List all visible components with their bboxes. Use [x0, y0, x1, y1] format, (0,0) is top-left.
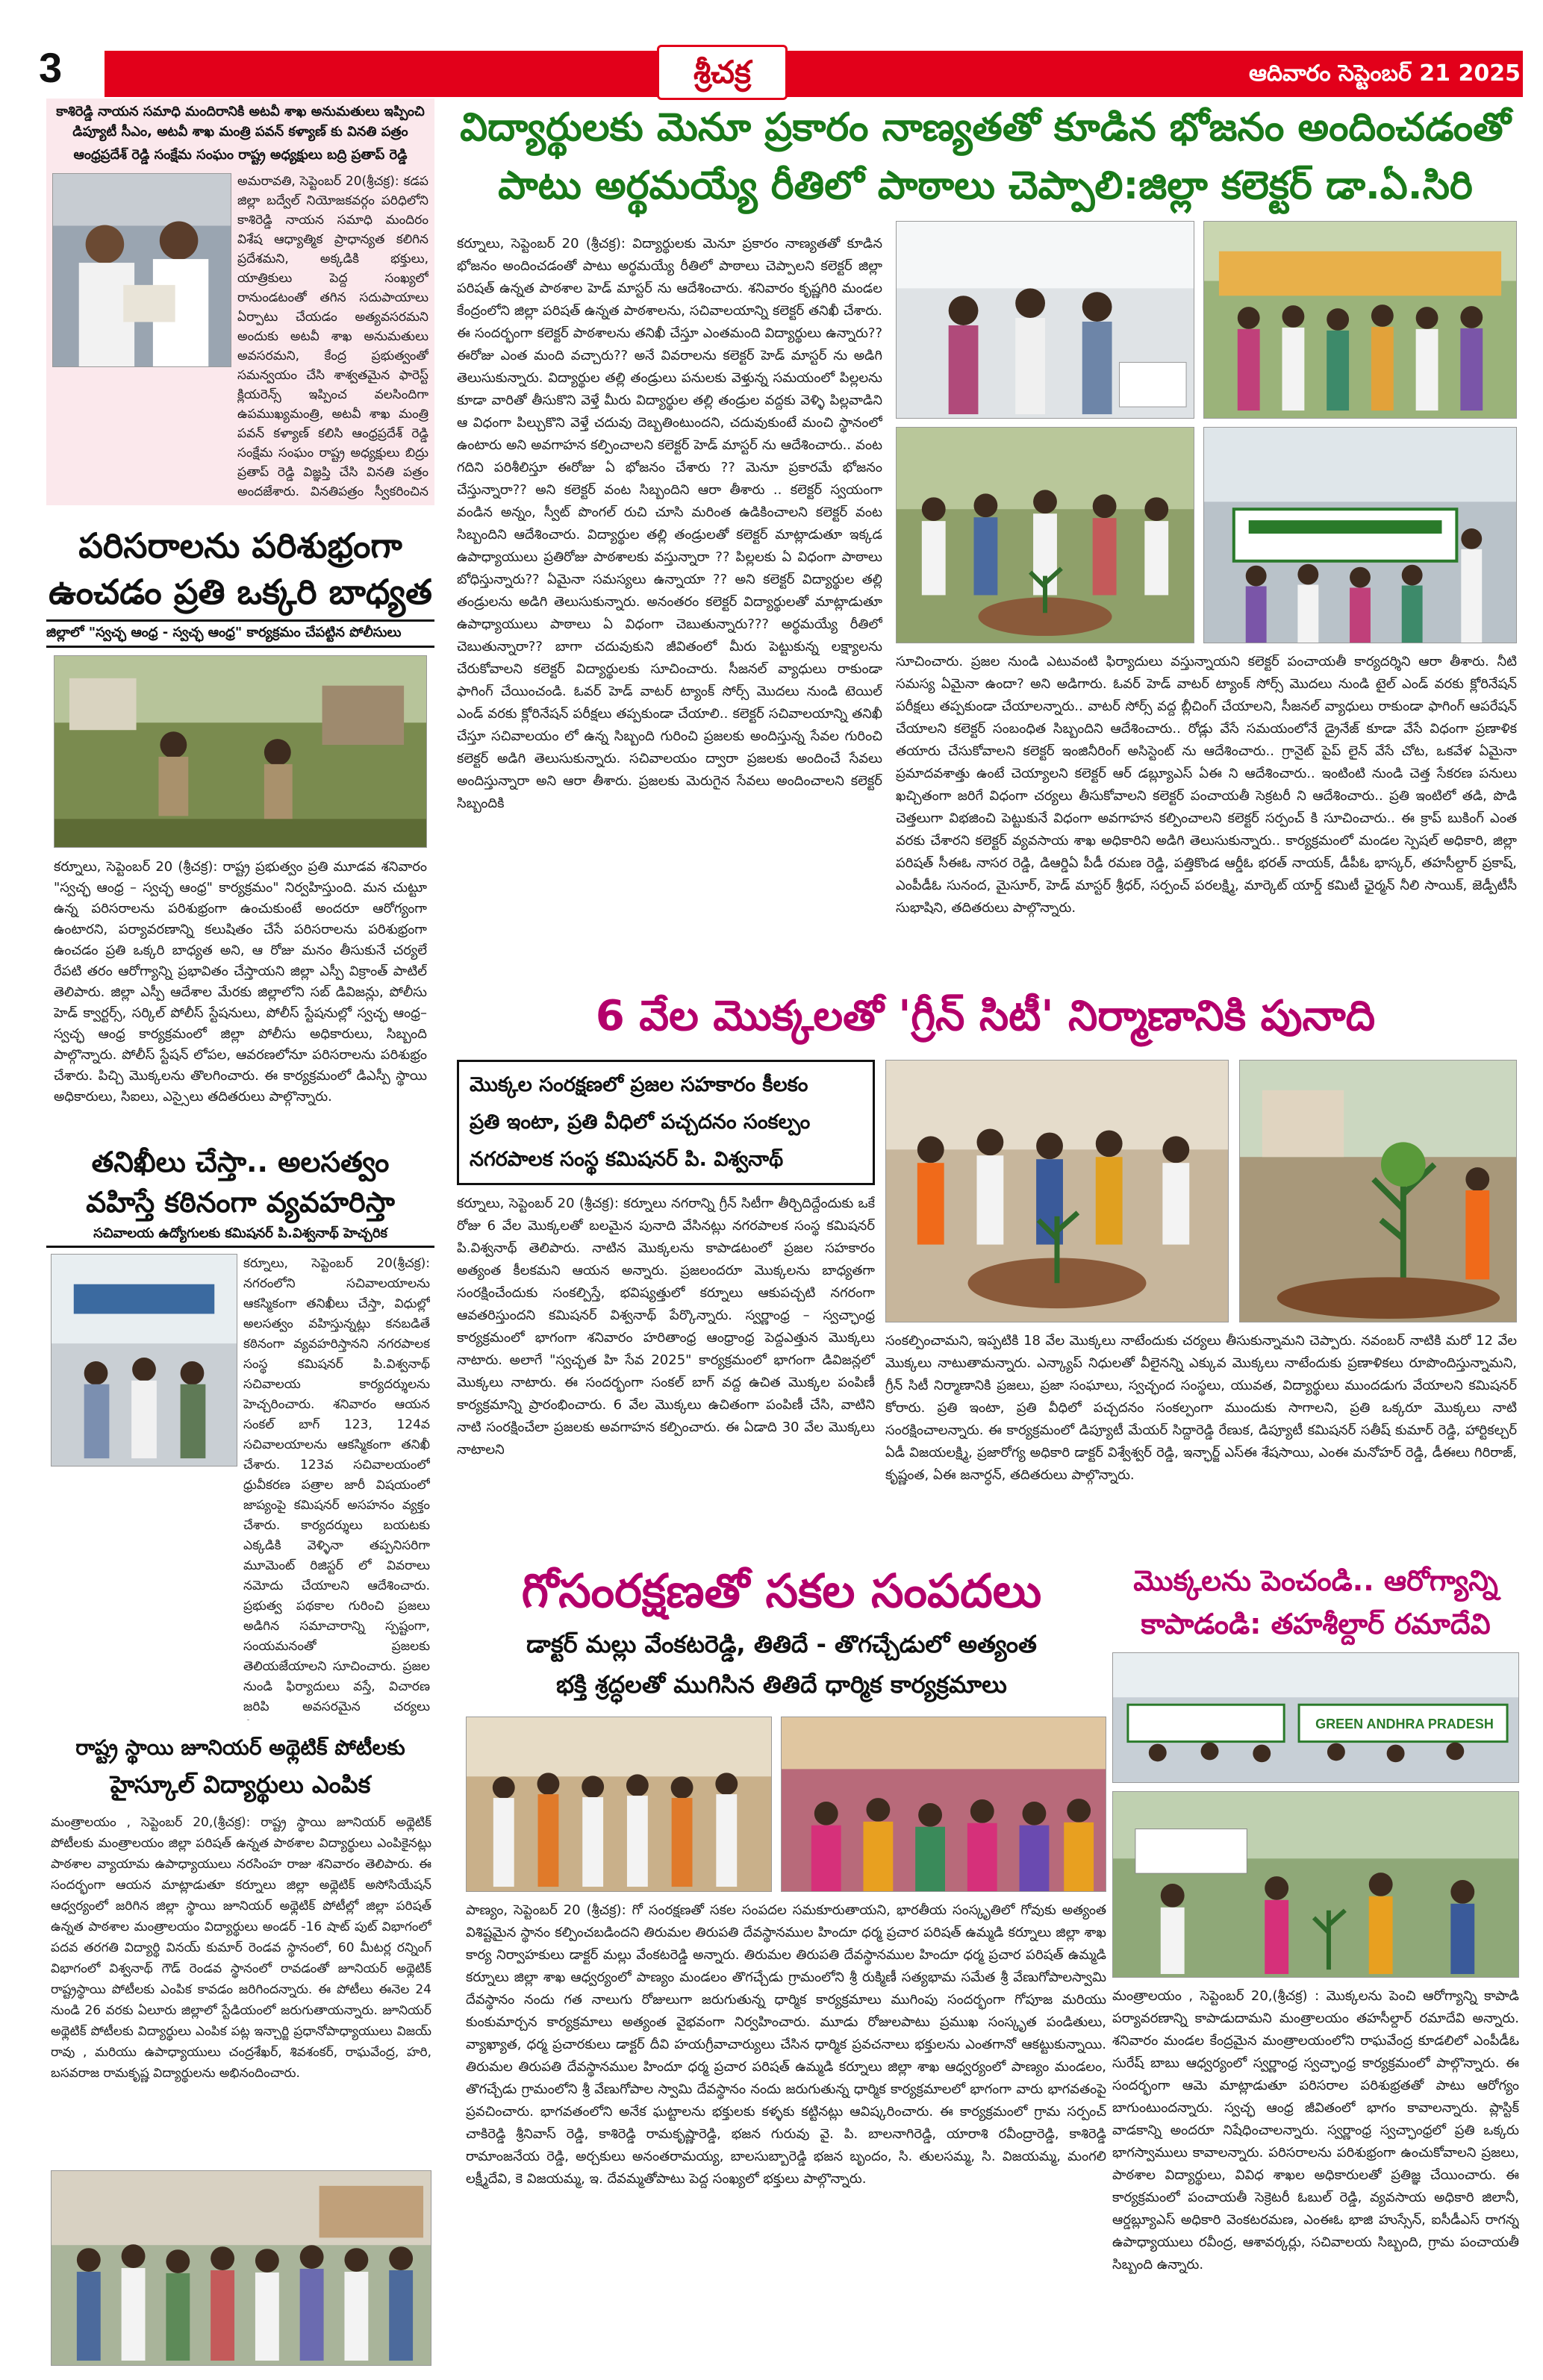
story-green-box-line-3: నగరపాలక సంస్థ కమిషనర్ పి. విశ్వనాథ్	[470, 1148, 784, 1171]
story-cow-headline: గోసంరక్షణతో సకల సంపదలు	[521, 1564, 1042, 1618]
story-cow-subhead-2: భక్తి శ్రద్ధలతో ముగిసిన తితిదే ధార్మిక కార్యక్రమాలు	[556, 1670, 1007, 1699]
story-green-box-line-1: మొక్కల సంరక్షణలో ప్రజల సహకారం కీలకం	[470, 1073, 808, 1096]
story-left-clean-body: కర్నూలు, సెప్టెంబర్ 20 (శ్రీచక్ర): రాష్ట్ర ప్రభుత్వం ప్రతి మూడవ శనివారం "స్వచ్ఛ ఆంధ్ర – స్వచ్ఛ ఆంధ్ర" కార్యక్రమం" నిర్వహిస్తుంది. మన చుట్టూ ఉన్న పరిసరాలను పరిశుభ్రంగా ఉంచుకుంటే అందరూ ఆరోగ్యంగా ఉంటారని, పర్యావరణాన్ని కలుషితం చేసే పరిసరాలను పరిశుభ్రంగా ఉంచడం ప్రతి ఒక్కరి బాధ్యత అని, ఆ రోజు మనం తీసుకునే చర్యలే రేపటి తరం ఆరోగ్యాన్ని ప్రభావితం చేస్తాయని జిల్లా ఎస్పీ విక్రాంత్ పాటిల్ తెలిపారు. జిల్లా ఎస్పీ ఆదేశాల మేరకు జిల్లాలోని సబ్ డివిజన్లు, పోలీసు హెడ్ క్వార్టర్స్, సర్కిల్ పోలీస్ స్టేషనులు, పోలీస్ స్టేషనుల్లో స్వచ్ఛ ఆంధ్ర– స్వచ్ఛ ఆంధ్ర కార్యక్రమంలో జిల్లా పోలీసు అధికారులు, సిబ్బంది పాల్గొన్నారు. పోలీస్ స్టేషన్ లోపల, ఆవరణలోనూ పరిసరాలను పరిశుభ్రం చేశారు. పిచ్చి మొక్కలను తొలగించారు. ఈ కార్యక్రమంలో డిఎస్పీ స్థాయి అధికారులు, సిఐలు, ఎస్సైలు తదితరులు పాల్గొన్నారు.	[54, 859, 427, 1105]
issue-date: ఆదివారం సెప్టెంబర్ 21 2025	[1248, 60, 1521, 87]
story-green-subhead-box	[457, 1060, 875, 1185]
story-plants-banner-text: GREEN ANDHRA PRADESH	[1315, 1717, 1494, 1731]
story-main-body-1: కర్నూలు, సెప్టెంబర్ 20 (శ్రీచక్ర): విద్యార్థులకు మెనూ ప్రకారం నాణ్యతతో కూడిన భోజనం అందించడంతో పాటు అర్థమయ్యే రీతిలో పాఠాలు చెప్పాలని కలెక్టర్ జిల్లా పరిషత్ ఉన్నత పాఠశాల హెడ్ మాస్టర్ ను ఆదేశించారు. శనివారం కృష్ణగిరి మండల కేంద్రంలోని జిల్లా పరిషత్ ఉన్నత పాఠశాలను, సచివాలయాన్ని కలెక్టర్ తనిఖీ చేశారు. ఈ సందర్భంగా కలెక్టర్ పాఠశాలను తనిఖీ చేస్తూ ఎంతమంది విద్యార్థులు ఉన్నారు?? ఈరోజు ఎంత మంది వచ్చారు?? అనే వివరాలను కలెక్టర్ హెడ్ మాస్టర్ ను అడిగి తెలుసుకున్నారు. విద్యార్థుల తల్లి తండ్రులు పనులకు వెళ్తున్న సమయంలో పిల్లలను కూడా వారితో తీసుకొని వెళ్తే మీరు విద్యార్థుల తల్లి తండ్రుల వద్దకు వెళ్ళి పిల్లవాడిని ఆ విధంగా పిల్చుకొని వెళ్తే చదువు దెబ్బతింటుందని, చదువుకుంటే మంచి స్థానంలో ఉంటారు అని అవగాహన కల్పించాలని కలెక్టర్ హెడ్ మాస్టర్ ను ఆదేశించారు.. వంట గదిని పరిశీలిస్తూ ఈరోజు ఏ భోజనం చేశారు ?? మెనూ ప్రకారమే భోజనం చేస్తున్నారా?? అని కలెక్టర్ వంట సిబ్బందిని ఆరా తీశారు .. కలెక్టర్ స్వయంగా వండిన అన్నం, స్వీట్ పొంగల్ రుచి చూసి మరింత ఉడికించాలని కలెక్టర్ వంట సిబ్బందిని ఆదేశించారు. విద్యార్థుల తల్లి తండ్రులతో కలెక్టర్ మాట్లాడుతూ ఇక్కడ ఉపాధ్యాయులు ప్రతిరోజు పాఠశాలకు వస్తున్నారా ?? పిల్లలకు ఏ విధంగా పాఠాలు బోధిస్తున్నారు?? ఏమైనా సమస్యలు ఉన్నాయా ?? అని కలెక్టర్ విద్యార్థుల తల్లి తండ్రులను అడిగి తెలుసుకున్నారు. అనంతరం కలెక్టర్ విద్యార్థులతో మాట్లాడుతూ ఉపాధ్యాయులు పాఠాలు ఏ విధంగా చెబుతున్నారు??? అర్థమయ్యే రీతిలో చెబుతున్నారా?? బాగా చదువుకుని జీవితంలో మీరు పెట్టుకున్న లక్ష్యాలను చేరుకోవాలని కలెక్టర్ విద్యార్థులకు సూచించారు. సీజనల్ వ్యాధులు రాకుండా ఫాగింగ్ చేయించండి. ఓవర్ హెడ్ వాటర్ ట్యాంక్ సోర్స్ మొదలు నుండి టెయిల్ ఎండ్ వరకు క్లోరినేషన్ పరీక్షలు తప్పకుండా చేయాలి.. కలెక్టర్ సచివాలయాన్ని తనిఖీ చేస్తూ సచివాలయం లో ఉన్న సిబ్బంది గురించి ప్రజలకు అందిస్తున్న సేవల గురించి కలెక్టర్ అడిగి తెలుసుకున్నారు. సచివాలయం ద్వారా ప్రజలకు అందించే సేవలు అందిస్తున్నారా అని ఆరా తీశారు. ప్రజలకు మెరుగైన సేవలు అందించాలని కలెక్టర్ సిబ్బందికి	[457, 236, 882, 811]
story-left-athletics-body: మంత్రాలయం , సెప్టెంబర్ 20,(శ్రీచక్ర): రాష్ట్ర స్థాయి జూనియర్ అథ్లెటిక్ పోటీలకు మంత్రాలయం జిల్లా పరిషత్ ఉన్నత పాఠశాల విద్యార్థులు ఎంపికైనట్లు పాఠశాల వ్యాయామ ఉపాధ్యాయులు నరసింహ రాజు శనివారం తెలిపారు. ఈ సందర్భంగా ఆయన మాట్లాడుతూ కర్నూలు జిల్లా అథ్లెటిక్ అసోసియేషన్ ఆధ్వర్యంలో జరిగిన జిల్లా స్థాయి జూనియర్ అథ్లెటిక్ పోటీల్లో జిల్లా పరిషత్ ఉన్నత పాఠశాల మంత్రాలయం విద్యార్థులు అండర్ -16 షాట్ పుట్ విభాగంలో పదవ తరగతి విద్యార్థి వినయ్ కుమార్ రెండవ స్థానంలో, 60 మీటర్ల రన్నింగ్ విభాగంలో విశ్వనాథ్ గౌడ్ రెండవ స్థానంలో రావడంతో జూనియర్ అథ్లెటిక్ రాష్ట్రస్థాయి పోటీలకు ఎంపిక కావడం జరిగిందన్నారు. ఈ పోటీలు ఈనెల 24 నుండి 26 వరకు ఏలూరు జిల్లాలో స్టేడియంలో జరుగుతాయన్నారు. జూనియర్ అథ్లెటిక్ పోటీలకు విద్యార్థులు ఎంపిక పట్ల ఇన్చార్జి ప్రధానోపాధ్యాయులు విజయ్ రావు , మరియు ఉపాధ్యాయులు చంద్రశేఖర్, శివశంకర్, రాఘవేంద్ర, హరి, బసవరాజ రామకృష్ణ విద్యార్థులను అభినందించారు.	[51, 1815, 431, 2081]
story-left-inspect-strap: సచివాలయ ఉద్యోగులకు కమిషనర్ పి.విశ్వనాథ్ హెచ్చరిక	[46, 1222, 434, 1248]
photo-collector-stage	[1203, 221, 1517, 419]
photo-athletes-group	[51, 2170, 431, 2366]
photo-green-city-planting-2	[1239, 1060, 1517, 1322]
story-left-clean-headline-1: పరిసరాలను పరిశుభ్రంగా	[78, 525, 402, 566]
story-main-body-2: సూచించారు. ప్రజల నుండి ఎటువంటి ఫిర్యాదులు వస్తున్నాయని కలెక్టర్ పంచాయతీ కార్యదర్శిని ఆరా తీశారు. నీటి సమస్య ఏమైనా ఉందా? అని అడిగారు. ఓవర్ హెడ్ వాటర్ ట్యాంక్ సోర్స్ మొదలు నుండి టైల్ ఎండ్ వరకు క్లోరినేషన్ పరీక్షలు తప్పకుండా చేయాలన్నారు.. వాటర్ సోర్స్ వద్ద బ్లీచింగ్ చేయాలని, సీజనల్ వ్యాధులు రాకుండా ఫాగింగ్ ఆపరేషన్ చేయాలని కలెక్టర్ సంబంధిత సిబ్బందిని ఆదేశించారు.. రోడ్లు వేసే సమయంలోనే డ్రైనేజ్ కూడా వేసే విధంగా ప్రణాళిక తయారు చేసుకోవాలని కలెక్టర్ ఇంజినీరింగ్ అసిస్టెంట్ ను ఆదేశించారు.. గ్రానైట్ పైప్ లైన్ వేసే చోట, ఒకవేళ ఏమైనా ప్రమాదవశాత్తు ఉంటే చెయ్యాలని కలెక్టర్ ఆర్ డబ్ల్యూఎస్ ఏఈ ని ఆదేశించారు.. ఇంటింటి నుండి చెత్త సేకరణ పనులు ఖచ్చితంగా జరిగే విధంగా చర్యలు తీసుకోవాలని కలెక్టర్ పంచాయతీ సెక్రటరీ ని ఆదేశించారు.. ప్రతి ఇంటిలో తడి, పొడి చెత్తలుగా విభజించి పెట్టుకునే విధంగా అవగాహన కల్పించాలని కలెక్టర్ సర్పంచ్ కి సూచించారు.. ఈ క్రాప్ బుకింగ్ ఎంత వరకు చేశారని కలెక్టర్ వ్యవసాయ శాఖ అధికారిని అడిగి తెలుసుకున్నారు.. కార్యక్రమంలో మండల స్పెషల్ అధికారి, జిల్లా పరిషత్ సీఈఓ నాసర రెడ్డి, డిఆర్డిఏ పీడీ రమణ రెడ్డి, పత్తికొండ ఆర్డీఓ భరత్ నాయక్, డీపీఓ భాస్కర్, తహసీల్దార్ ప్రకాష్, ఎంపీడీఓ సునంద, మైసూర్, హెడ్ మాస్టర్ శ్రీధర్, సర్పంచ్ పరలక్ష్మి, మార్కెట్ యార్డ్ కమిటీ ఛైర్మన్ నీలి సాయిక్, జెడ్పీటీసీ సుభాషిని, తదితరులు పాల్గొన్నారు.	[896, 654, 1517, 916]
story-left-top-headline: కాశిరెడ్డి నాయన సమాధి మందిరానికి అటవీ శాఖ అనుమతులు ఇప్పించి డిప్యూటీ సీఎం, అటవీ శాఖ మంత్రి పవన్ కళ్యాణ్ కు వినతి పత్రం	[56, 104, 425, 140]
newspaper-logo: శ్రీచక్ర	[657, 45, 788, 100]
story-left-inspect	[46, 1142, 434, 1724]
story-left-top-subhead: ఆంధ్రప్రదేశ్ రెడ్డి సంక్షేమ సంఘం రాష్ట్ర అధ్యక్షులు బద్రి ప్రతాప్ రెడ్డి	[73, 147, 408, 163]
story-left-athletics-headline-2: హైస్కూల్ విద్యార్థులు ఎంపిక	[110, 1770, 371, 1799]
story-green-box-line-2: ప్రతి ఇంటా, ప్రతి వీధిలో పచ్చదనం సంకల్పం	[470, 1111, 811, 1134]
photo-pawan-meeting	[52, 173, 231, 367]
story-left-inspect-body: కర్నూలు, సెప్టెంబర్ 20(శ్రీచక్ర): నగరంలోని సచివాలయాలను ఆకస్మికంగా తనిఖీలు చేస్తా, విధుల్లో అలసత్వం వహిస్తున్నట్లు కనబడితే కఠినంగా వ్యవహరిస్తానని నగరపాలక సంస్థ కమిషనర్ పి.విశ్వనాథ్ సచివాలయ కార్యదర్శులను హెచ్చరించారు. శనివారం ఆయన సంకల్ బాగ్ 123, 124వ సచివాలయాలను ఆకస్మికంగా తనిఖీ చేశారు. 123వ సచివాలయంలో ధ్రువీకరణ పత్రాల జారీ విషయంలో జాప్యంపై కమిషనర్ అసహనం వ్యక్తం చేశారు. కార్యదర్శులు బయటకు ఎక్కడికి వెళ్ళినా తప్పనిసరిగా మూమెంట్ రిజిస్టర్ లో వివరాలు నమోదు చేయాలని ఆదేశించారు. ప్రభుత్వ పథకాల గురించి ప్రజలు అడిగిన సమాచారాన్ని స్పష్టంగా, సంయమనంతో ప్రజలకు తెలియజేయాలని సూచించారు. ప్రజల నుండి ఫిర్యాదులు వస్తే, విచారణ జరిపి అవసరమైన చర్యలు	[243, 1256, 430, 1714]
story-plants-headline-2: కాపాడండి: తహశీల్దార్ రమాదేవి	[1141, 1608, 1491, 1640]
story-main-headline-2: పాటు అర్థమయ్యే రీతిలో పాఠాలు చెప్పాలి:జిల్లా కలెక్టర్ డా.ఏ.సిరి	[498, 163, 1473, 208]
story-main-headline	[448, 99, 1523, 218]
story-left-inspect-headline-2: వహిస్తే కఠినంగా వ్యవహరిస్తా	[86, 1186, 395, 1219]
story-left-athletics-headline-1: రాష్ట్ర స్థాయి జూనియర్ అథ్లెటిక్ పోటీలకు	[75, 1735, 405, 1760]
photo-collector-planting	[896, 427, 1194, 643]
story-plants-body: మంత్రాలయం , సెప్టెంబర్ 20,(శ్రీచక్ర) : మొక్కలను పెంచి ఆరోగ్యాన్ని కాపాడి పర్యావరణాన్ని కాపాడుదామని మంత్రాలయం తహసీల్దార్ రమాదేవి అన్నారు. శనివారం మండల కేంద్రమైన మంత్రాలయంలోని రాఘవేంద్ర కూడలిలో ఎంపీడీఓ సురేష్ బాబు ఆధ్వర్యంలో స్వర్ణాంధ్ర స్వచ్ఛాంధ్ర కార్యక్రమంలో పాల్గొన్నారు. ఈ సందర్భంగా ఆమె మాట్లాడుతూ పరిసరాల పరిశుభ్రతతో పాటు ఆరోగ్యం బాగుంటుందన్నారు. స్వచ్ఛ ఆంధ్ర జీవితంలో భాగం కావాలన్నారు. ప్లాస్టిక్ వాడకాన్ని అందరూ నిషేధించాలన్నారు. స్వర్ణాంధ్ర స్వచ్ఛాంధ్రలో ప్రతి ఒక్కరు భాగస్వాములు కావాలన్నారు. పరిసరాలను పరిశుభ్రంగా ఉంచుకోవాలని ప్రజలు, పాఠశాల విద్యార్థులు, వివిధ శాఖల అధికారులతో ప్రతిజ్ఞ చేయించారు. ఈ కార్యక్రమంలో పంచాయతీ సెక్రెటరీ ఓబుల్ రెడ్డి, వ్యవసాయ అధికారి జిలానీ, ఆర్డబ్ల్యూఎస్ అధికారి వెంకటరమణ, ఎంఈఓ భాజి హుస్సేన్, ఐసీడీఎస్ రాగన్న ఉపాధ్యాయులు రవీంద్ర, ఆశావర్కర్లు, సచివాలయ సిబ్బంది, గ్రామ పంచాయతీ సిబ్బంది ఉన్నారు.	[1112, 1988, 1519, 2273]
story-green-headline: 6 వేల మొక్కలతో 'గ్రీన్ సిటీ' నిర్మాణానికి పునాది	[595, 992, 1376, 1040]
photo-collector-school	[896, 221, 1194, 419]
story-left-inspect-headline-1: తనిఖీలు చేస్తా.. అలసత్వం	[91, 1146, 390, 1178]
photo-cow-pooja-1	[466, 1717, 772, 1892]
photo-police-cleaning	[54, 655, 427, 848]
photo-green-city-planting-1	[885, 1060, 1229, 1322]
story-cow-body: పాణ్యం, సెప్టెంబర్ 20 (శ్రీచక్ర): గో సంరక్షణతో సకల సంపదల సమకూరుతాయని, భారతీయ సంస్కృతిలో గోవుకు అత్యంత విశిష్టమైన స్థానం కల్పించబడిందని తిరుమల తిరుపతి దేవస్థానముల హిందూ ధర్మ ప్రచార పరిషత్ ఉమ్మడి కర్నూలు జిల్లా శాఖ కార్య నిర్వాహకులు డాక్టర్ మల్లు వేంకటరెడ్డి అన్నారు. తిరుమల తిరుపతి దేవస్థానముల హిందూ ధర్మ ప్రచార పరిషత్ ఉమ్మడి కర్నూలు జిల్లా శాఖ ఆధ్వర్యంలో పాణ్యం మండలం తొగచ్చేడు గ్రామంలోని శ్రీ రుక్మిణీ సత్యభామ సమేత శ్రీ వేణుగోపాలస్వామి దేవస్థానం నందు గత నాలుగు రోజులుగా జరుగుతున్న ధార్మిక కార్యక్రమాలు ముగింపు సందర్భంగా గోపూజ మరియు కుంకుమార్చన కార్యక్రమాలు అత్యంత వైభవంగా నిర్వహించారు. మూడు రోజులపాటు ప్రముఖ సంస్కృత పండితులు, వ్యాఖ్యాత, ధర్మ ప్రచారకులు డాక్టర్ దీవి హయగ్రీవాచార్యులు చేసిన ధార్మిక ప్రవచనాలు భక్తులను ఎంతగానో ఆకట్టుకున్నాయి. తిరుమల తిరుపతి దేవస్థానముల హిందూ ధర్మ ప్రచార పరిషత్ ఉమ్మడి కర్నూలు జిల్లా శాఖ ఆధ్వర్యంలో పాణ్యం మండలం, తొగచ్చేడు గ్రామంలోని శ్రీ వేణుగోపాల స్వామి దేవస్థానం నందు జరుగుతున్న ధార్మిక కార్యక్రమాలలో భాగంగా వారు భాగవతంపై ప్రవచించారు. భాగవతంలోని అనేక ఘట్టాలను భక్తులకు కళ్ళకు కట్టినట్లు ఆవిష్కరించారు. ఈ కార్యక్రమంలో గ్రామ సర్పంచ్ చాకిరెడ్డి శ్రీనివాస్ రెడ్డి, కాశిరెడ్డి రామకృష్ణారెడ్డి, భజన గురువు వై. పి. బాలనాగిరెడ్డి, యారాశి రవీంద్రారెడ్డి, కాశిరెడ్డి రామాంజనేయ రెడ్డి, అర్చకులు అనంతరామయ్య, బాలసుబ్బారెడ్డి భజన బృందం, సి. తులసమ్మ, సి. విజయమ్మ, మంగలి లక్ష్మీదేవి, కె విజయమ్మ, ఇ. దేవమ్మతోపాటు పెద్ద సంఖ్యలో భక్తులు పాల్గొన్నారు.	[466, 1902, 1106, 2187]
story-green-body-1: కర్నూలు, సెప్టెంబర్ 20 (శ్రీచక్ర): కర్నూలు నగరాన్ని గ్రీన్ సిటీగా తీర్చిదిద్దేందుకు ఒకే రోజు 6 వేల మొక్కలతో బలమైన పునాది వేసినట్లు నగరపాలక సంస్థ కమిషనర్ పి.విశ్వనాథ్ తెలిపారు. నాటిన మొక్కలను కాపాడటంలో ప్రజల సహకారం అత్యంత కీలకమని ఆయన అన్నారు. ప్రజలందరూ మొక్కలను బాధ్యతగా సంరక్షించేందుకు సంకల్పిస్తే, భవిష్యత్తులో కర్నూలు ఆకుపచ్చటి నగరంగా ఆవతరిస్తుందని కమిషనర్ విశ్వనాథ్ పేర్కొన్నారు. స్వర్ణాంధ్ర – స్వచ్ఛాంధ్ర కార్యక్రమంలో భాగంగా శనివారం హరితాంధ్ర ఆంధ్రాంధ్ర పెద్దఎత్తున మొక్కలు నాటారు. అలాగే "స్వచ్ఛత హి సేవ 2025" కార్యక్రమంలో భాగంగా డివిజన్లలో మొక్కలు నాటారు. ఈ సందర్భంగా సంకల్ బాగ్ వద్ద ఉచిత మొక్కల పంపిణీ కార్యక్రమాన్ని ప్రారంభించారు. 6 వేల మొక్కలు ఉచితంగా పంపిణీ చేసి, వాటిని నాటి సంరక్షించేలా ప్రజలకు అవగాహన కల్పించారు. ఈ ఏడాది 30 వేల మొక్కలు నాటాలని	[457, 1196, 875, 1458]
story-left-top-body: అమరావతి, సెప్టెంబర్ 20(శ్రీచక్ర): కడప జిల్లా బద్వేల్ నియోజకవర్గం పరిధిలోని కాశిరెడ్డి నాయన సమాధి మందిరం విశేష ఆధ్యాత్మిక ప్రాధాన్యత కలిగిన ప్రదేశమని, అక్కడికి భక్తులు, యాత్రికులు పెద్ద సంఖ్యలో రానుండటంతో తగిన సదుపాయాలు ఏర్పాటు చేయడం అత్యవసరమని అందుకు అటవీ శాఖ అనుమతులు అవసరమని, కేంద్ర ప్రభుత్వంతో సమన్వయం చేసి శాశ్వతమైన ఫారెస్ట్ క్లియరెన్స్ ఇప్పించ వలసిందిగా ఉపముఖ్యమంత్రి, అటవీ శాఖ మంత్రి పవన్ కళ్యాణ్ కలిసి ఆంధ్రప్రదేశ్ రెడ్డి సంక్షేమ సంఘం రాష్ట్ర అధ్యక్షులు బిద్రు ప్రతాప్ రెడ్డి విజ్ఞప్తి చేసి వినతి పత్రం అందజేశారు. వినతిపత్రం స్వీకరించిన	[237, 174, 428, 499]
story-cow-subhead-1: డాక్టర్ మల్లు వేంకటరెడ్డి, తితిదే - తొగచ్చేడులో అత్యంత	[526, 1630, 1037, 1658]
story-plants-headline-1: మొక్కలను పెంచండి.. ఆరోగ్యాన్ని	[1133, 1564, 1498, 1597]
photo-swachh-rally	[1203, 427, 1517, 643]
page-number: 3	[39, 44, 63, 91]
story-left-clean-headline-2: ఉంచడం ప్రతి ఒక్కరి బాధ్యత	[49, 572, 432, 612]
story-left-top	[46, 99, 434, 505]
photo-secretariat-inspection	[51, 1254, 237, 1467]
story-left-athletics	[46, 1730, 434, 2372]
photo-cow-pooja-2	[781, 1717, 1106, 1892]
story-left-clean-strap: జిల్లాలో "స్వచ్ఛ ఆంధ్ర - స్వచ్ఛ ఆంధ్ర" కార్యక్రమం చేపట్టిన పోలీసులు	[46, 619, 434, 648]
story-left-clean	[46, 522, 434, 1134]
masthead	[0, 0, 1543, 96]
story-green-body-2: సంకల్పించామని, ఇప్పటికి 18 వేల మొక్కలు నాటేందుకు చర్యలు తీసుకున్నామని చెప్పారు. నవంబర్ నాటికి మరో 12 వేల మొక్కలు నాటుతామన్నారు. ఎన్క్యాప్ నిధులతో వీలైనన్ని ఎక్కువ మొక్కలు నాటేందుకు ప్రణాళికలు రూపొందిస్తున్నామని, గ్రీన్ సిటీ నిర్మాణానికి ప్రజలు, ప్రజా సంఘాలు, స్వచ్ఛంద సంస్థలు, యువత, విద్యార్థులు ముందడుగు వేయాలని కమిషనర్ కోరారు. ప్రతి ఇంటా, ప్రతి వీధిలో పచ్చదనం సంకల్పంగా ముందుకు సాగాలని, ప్రతి ఒక్కరూ మొక్కలు నాటి సంరక్షించాలన్నారు. ఈ కార్యక్రమంలో డిప్యూటీ మేయర్ సిద్దారెడ్డి రేణుక, డిప్యూటీ కమిషనర్ సతీష్ కుమార్ రెడ్డి, హార్టికల్చర్ ఏడీ విజయలక్ష్మి, ప్రజారోగ్య అధికారి డాక్టర్ విశ్వేశ్వర్ రెడ్డి, ఇన్ఛార్జ్ ఎస్ఈ శేషసాయి, ఎంఈ మనోహర్ రెడ్డి, డీఈలు గిరిరాజ్, కృష్ణంత, ఏఈ జనార్ధన్, తదితరులు పాల్గొన్నారు.	[885, 1333, 1517, 1483]
photo-plants-planting	[1112, 1791, 1519, 1978]
photo-plants-rally	[1112, 1652, 1519, 1783]
story-main-headline-1: విద్యార్థులకు మెనూ ప్రకారం నాణ్యతతో కూడిన భోజనం అందించడంతో	[460, 105, 1511, 150]
